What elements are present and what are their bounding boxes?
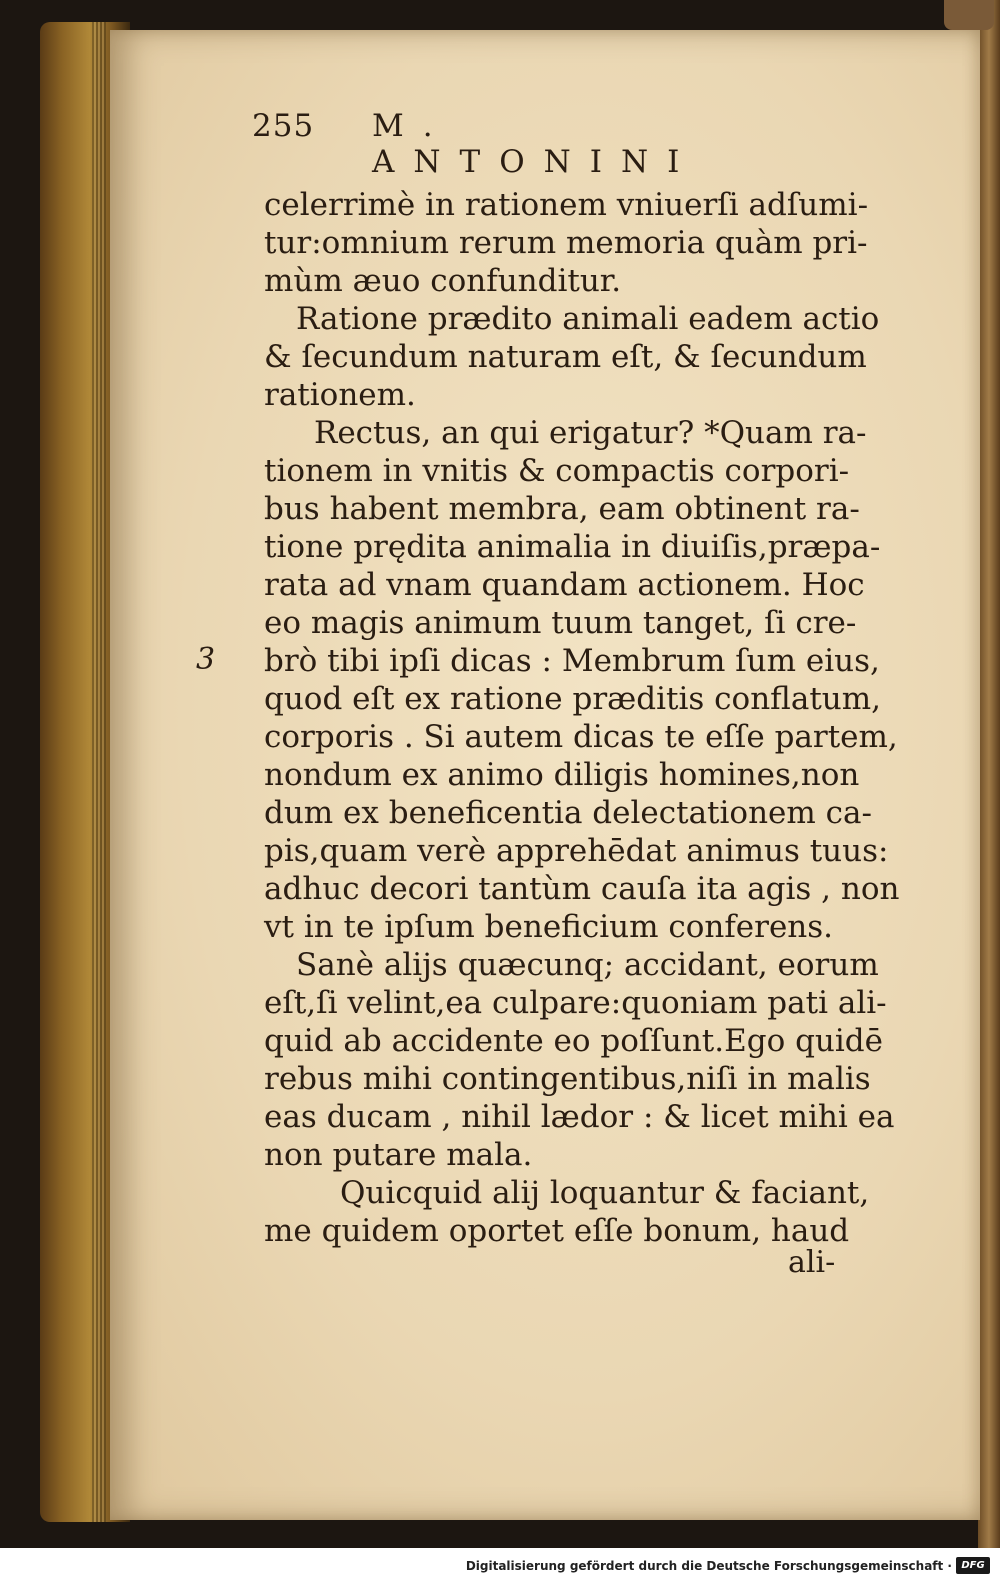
text-line: brò tibi ipſi dicas : Membrum ſum eius,: [264, 643, 880, 679]
text-line: vt in te ipſum beneficium conferens.: [264, 909, 834, 945]
page-header: [252, 108, 772, 180]
text-line: & ſecundum naturam eſt, & ſecundum: [264, 339, 867, 375]
text-line: mùm æuo confunditur.: [264, 263, 622, 299]
text-line: tionem in vnitis & compactis corpori-: [264, 453, 850, 489]
text-line: bus habent membra, eam obtinent ra-: [264, 491, 860, 527]
text-line: rebus mihi contingentibus,niſi in malis: [264, 1061, 871, 1097]
text-line: eas ducam , nihil lædor : & licet mihi ea: [264, 1099, 895, 1135]
running-head: M. ANTONINI: [372, 108, 699, 180]
text-line: rationem.: [264, 377, 416, 413]
text-line: nondum ex animo diligis homines,non: [264, 757, 860, 793]
text-line: celerrimè in rationem vniuerſi adſumi-: [264, 187, 869, 223]
margin-note: 3: [196, 642, 216, 677]
text-line: Ratione prædito animali eadem actio: [296, 301, 880, 337]
dfg-logo-icon: DFG: [956, 1557, 990, 1574]
text-line: eſt,ſi velint,ea culpare:quoniam pati ali-: [264, 985, 887, 1021]
catchword: ali-: [788, 1245, 836, 1280]
text-line: adhuc decori tantùm cauſa ita agis , non: [264, 871, 900, 907]
footer-bar: [0, 1548, 1000, 1583]
text-line: rata ad vnam quandam actionem. Hoc: [264, 567, 865, 603]
text-line: quid ab accidente eo poſſunt.Ego quidē: [264, 1023, 884, 1059]
text-line: corporis . Si autem dicas te eſſe partem,: [264, 719, 898, 755]
text-line: dum ex beneficentia delectationem ca-: [264, 795, 872, 831]
text-line: tur:omnium rerum memoria quàm pri-: [264, 225, 868, 261]
funding-notice: Digitalisierung gefördert durch die Deutsche Forschungsgemeinschaft ·: [465, 1559, 952, 1573]
text-line: me quidem oportet eſſe bonum, haud: [264, 1213, 850, 1249]
text-line: quod eſt ex ratione præditis conflatum,: [264, 681, 882, 717]
text-line: Sanè alijs quæcunq; accidant, eorum: [296, 947, 879, 983]
page-number: 255: [252, 108, 315, 144]
text-line: Quicquid alij loquantur & faciant,: [340, 1175, 870, 1211]
text-line: tione prędita animalia in diuiſis,præpa-: [264, 529, 881, 565]
text-line: Rectus, an qui erigatur? *Quam ra-: [314, 415, 867, 451]
text-line: pis,quam verè apprehēdat animus tuus:: [264, 833, 889, 869]
text-line: non putare mala.: [264, 1137, 533, 1173]
text-line: eo magis animum tuum tanget, ſi cre-: [264, 605, 857, 641]
